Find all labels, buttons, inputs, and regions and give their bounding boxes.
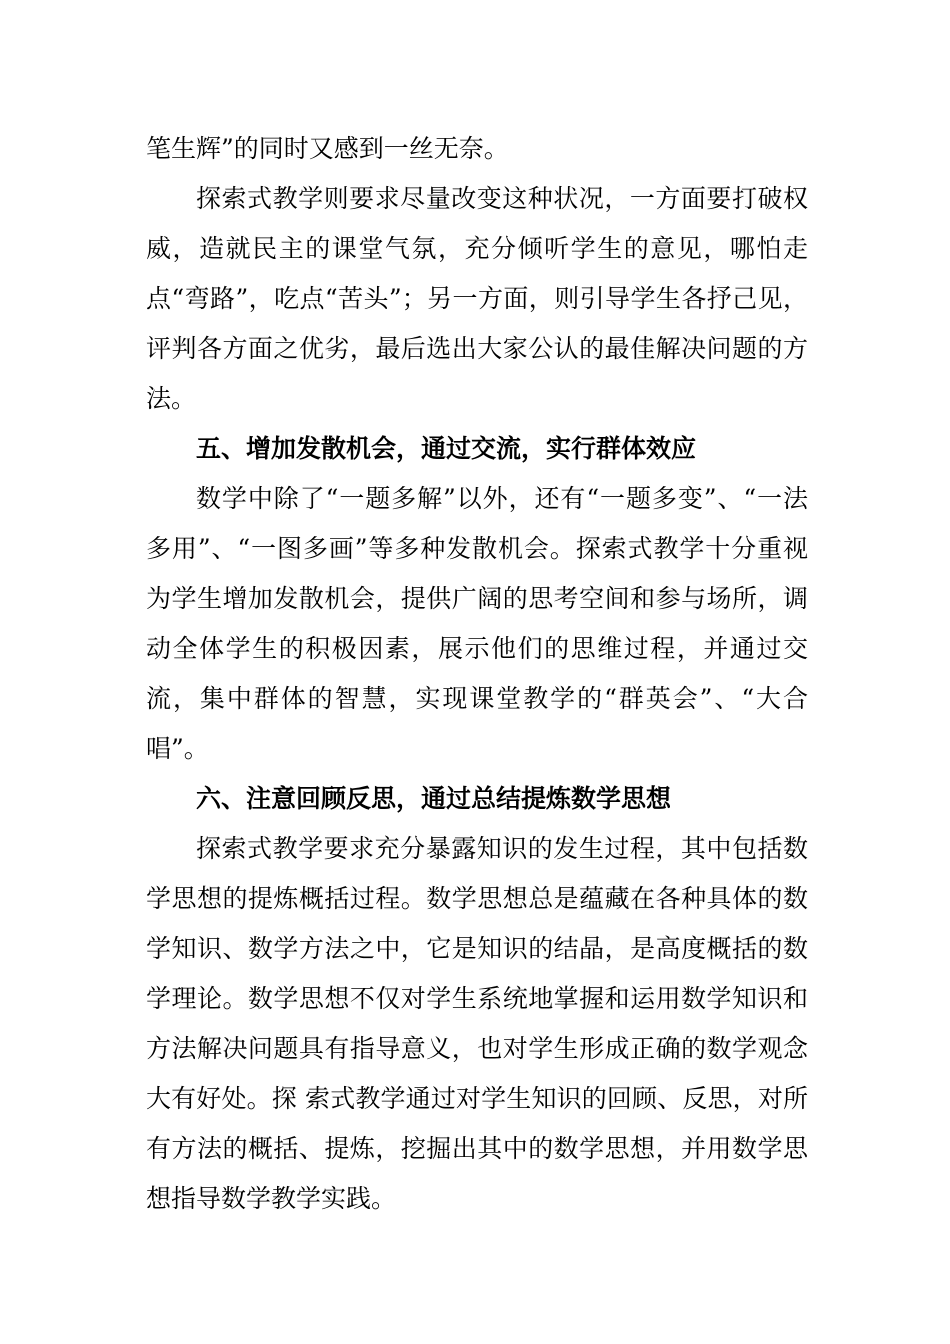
section-heading-six: 六、注意回顾反思，通过总结提炼数学思想 [196, 784, 672, 813]
paragraph-divergent-opportunities: 数学中除了“一题多解”以外，还有“一题多变”、“一法多用”、“一图多画”等多种发散机会。探索式教学十分重视为学生增加发散机会，提供广阔的思考空间和参与场所，调动全体学生的积极因素，展示他们的思维过程，并通过交流，集中群体的智慧，实现课堂教学的“群英会”、“大合唱”。 [146, 484, 808, 763]
section-heading-five: 五、增加发散机会，通过交流，实行群体效应 [196, 434, 697, 463]
document-body [146, 124, 808, 1224]
paragraph-continuation: 笔生辉”的同时又感到一丝无奈。 [146, 134, 509, 163]
paragraph-reflection: 探索式教学要求充分暴露知识的发生过程，其中包括数学思想的提炼概括过程。数学思想总是蕴藏在各种具体的数学知识、数学方法之中，它是知识的结晶，是高度概括的数学理论。数学思想不仅对学生系统地掌握和运用数学知识和方法解决问题具有指导意义，也对学生形成正确的数学观念大有好处。探 索式教学通过对学生知识的回顾、反思，对所有方法的概括、提炼，挖掘出其中的数学思想，并用数学思想指导数学教学实践。 [146, 834, 808, 1213]
paragraph-exploratory-teaching: 探索式教学则要求尽量改变这种状况，一方面要打破权威，造就民主的课堂气氛，充分倾听学生的意见，哪怕走点“弯路”，吃点“苦头”；另一方面，则引导学生各抒己见，评判各方面之优劣，最后选出大家公认的最佳解决问题的方法。 [146, 184, 808, 413]
